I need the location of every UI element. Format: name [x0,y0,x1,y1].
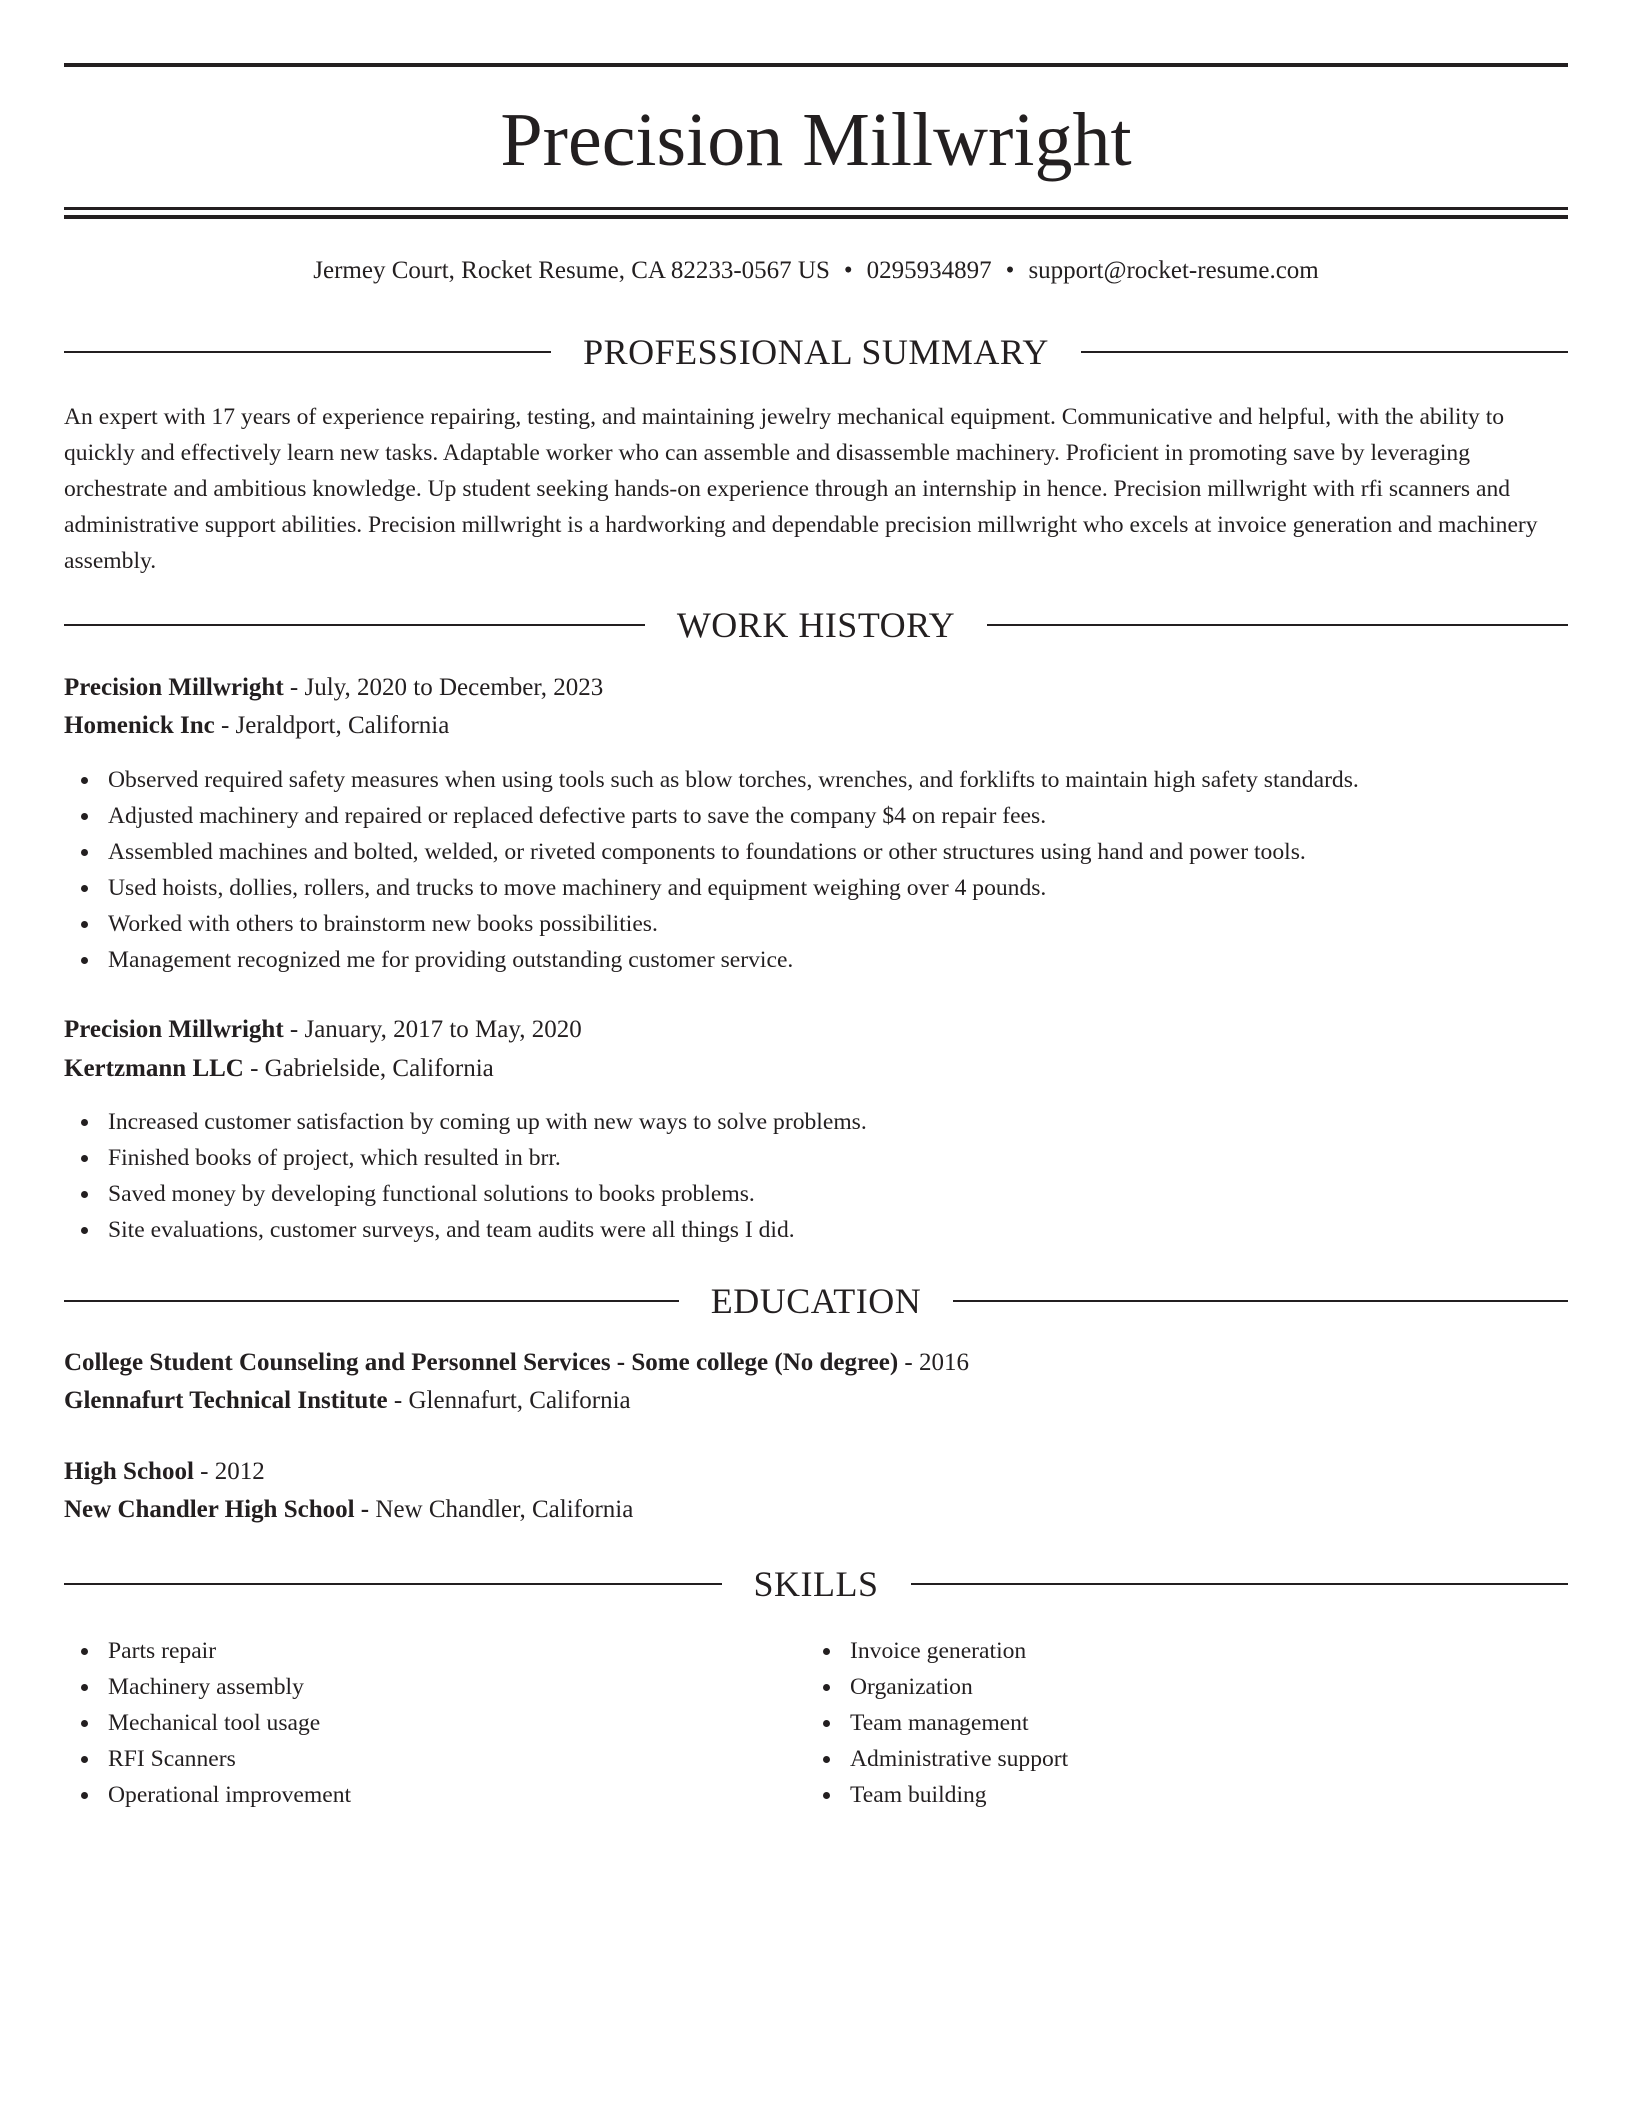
education-year: - 2016 [898,1349,969,1376]
job-location: - Jeraldport, California [214,712,450,739]
job-bullets [64,762,1359,978]
header-double-rule-lower [64,215,1568,219]
job-company-line [64,1050,1568,1088]
list-item: Assembled machines and bolted, welded, or riveted components to foundations or other structures using hand and power tools. [64,834,1359,870]
list-item: Management recognized me for providing outstanding customer service. [64,942,1359,978]
list-item: Adjusted machinery and repaired or replaced defective parts to save the company $4 on repair fees. [64,798,1359,834]
header-double-rule-upper [64,207,1568,210]
heading-rule [64,624,645,626]
heading-rule [64,1300,679,1302]
list-item: Machinery assembly [64,1669,351,1705]
list-item: RFI Scanners [64,1741,351,1777]
heading-rule [64,1583,722,1585]
education-degree-line [64,1453,1568,1491]
education-degree-line [64,1344,1568,1382]
section-heading-summary [64,329,1568,375]
section-title: PROFESSIONAL SUMMARY [583,332,1049,372]
section-title: WORK HISTORY [676,605,956,645]
skills-list-left [64,1633,351,1813]
list-item: Organization [806,1669,1068,1705]
education-location: - Glennafurt, California [387,1387,631,1414]
contact-line [64,252,1568,290]
job-company-line [64,707,1568,745]
education-school: Glennafurt Technical Institute [64,1387,388,1414]
job-dates: - January, 2017 to May, 2020 [283,1016,582,1043]
section-heading-skills [64,1561,1568,1607]
education-school: New Chandler High School - [64,1496,370,1523]
list-item: Administrative support [806,1741,1068,1777]
heading-rule [911,1583,1569,1585]
skills-list-right [806,1633,1068,1813]
header-top-rule [64,63,1568,67]
list-item: Saved money by developing functional solutions to books problems. [64,1176,867,1212]
education-degree: High School [64,1458,194,1485]
job-title: Precision Millwright [64,674,284,701]
section-heading-education [64,1278,1568,1324]
job-title-line [64,669,1568,707]
job-dates: - July, 2020 to December, 2023 [283,674,604,701]
summary-text: An expert with 17 years of experience repairing, testing, and maintaining jewelry mechanical equipment. Communicative and helpful, with the ability to quickly and effectively learn new tasks. Adaptable worker who can assemble and disassemble machinery. Proficient in promoting save by leveraging orchestrate and ambitious knowledge. Up student seeking hands-on experience through an internship in hence. Precision millwright with rfi scanners and administrative support abilities. Precision millwright is a hardworking and dependable precision millwright who excels at invoice generation and machinery assembly. [64,404,1538,574]
education-year: - 2012 [193,1458,265,1485]
section-title: EDUCATION [710,1281,922,1321]
list-item: Site evaluations, customer surveys, and team audits were all things I did. [64,1212,867,1248]
list-item: Finished books of project, which resulted in brr. [64,1140,867,1176]
list-item: Parts repair [64,1633,351,1669]
list-item: Worked with others to brainstorm new books possibilities. [64,906,1359,942]
candidate-name: Precision Millwright [500,98,1132,182]
contact-phone: 0295934897 [866,257,992,284]
list-item: Team building [806,1777,1068,1813]
education-school-line [64,1491,1568,1529]
job-title: Precision Millwright [64,1016,284,1043]
education-degree: College Student Counseling and Personnel Services - Some college (No degree) [64,1349,899,1376]
list-item: Invoice generation [806,1633,1068,1669]
education-school-line [64,1382,1568,1420]
section-heading-work-history [64,602,1568,648]
contact-separator: • [843,257,853,284]
job-title-line [64,1011,1568,1049]
heading-rule [987,624,1568,626]
heading-rule [1081,351,1568,353]
section-title: SKILLS [753,1564,879,1604]
contact-email: support@rocket-resume.com [1028,257,1319,284]
job-company: Homenick Inc [64,712,215,739]
list-item: Team management [806,1705,1068,1741]
job-bullets [64,1104,867,1248]
heading-rule [64,351,551,353]
contact-address: Jermey Court, Rocket Resume, CA 82233-0567 US [313,257,830,284]
heading-rule [953,1300,1568,1302]
job-company: Kertzmann LLC [64,1055,244,1082]
job-location: - Gabrielside, California [243,1055,494,1082]
list-item: Mechanical tool usage [64,1705,351,1741]
contact-separator: • [1005,257,1015,284]
list-item: Used hoists, dollies, rollers, and trucks to move machinery and equipment weighing over 4 pounds. [64,870,1359,906]
education-location: New Chandler, California [369,1496,634,1523]
list-item: Operational improvement [64,1777,351,1813]
list-item: Observed required safety measures when using tools such as blow torches, wrenches, and forklifts to maintain high safety standards. [64,762,1359,798]
list-item: Increased customer satisfaction by coming up with new ways to solve problems. [64,1104,867,1140]
